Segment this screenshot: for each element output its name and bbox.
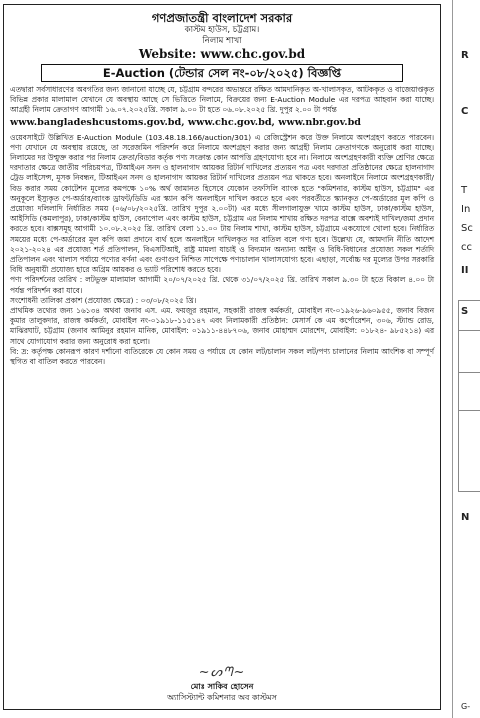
amendment-date: সংশোধনী তালিকা প্রকাশ (প্রযোজ্য ক্ষেত্রে) : ০৩/০৮/২০২৫ খ্রি। [10,295,197,305]
side-text: G- [461,702,471,711]
side-text: S [461,306,469,317]
side-table [458,300,480,492]
side-text: Sc [461,223,473,234]
side-text: T [461,185,468,196]
auction-notice [3,4,441,710]
side-text: C [461,106,469,117]
side-text: II [461,265,469,276]
signatory-title: অ্যাসিস্ট্যান্ট কমিশনার অব কাস্টমস [167,693,277,702]
section-name: নিলাম শাখা [202,36,242,46]
note-paragraph: বি: দ্র: কর্তৃপক্ষ কোনরূপ কারণ দর্শানো ব্যতিরেকে যে কোন সময় ও পর্যায়ে যে কোন লট/চালান সকল লট/পণ্য চালানের নিলাম আংশিক বা সম্পূর্ণ স্থগিত বা বাতিল করতে পারবেন। [10,346,434,367]
side-text: cc [461,242,472,253]
side-text: R [461,50,469,61]
adjacent-page-fragment [452,0,480,718]
side-divider [458,330,480,331]
notice-banner: E-Auction (টেন্ডার সেল নং-০৮/২০২৫) বিজ্ঞপ্তি [41,64,403,82]
contact-paragraph: প্রাথমিক তথ্যের জন্য ১৬১৩৪ অথবা জনাব এস. এম. ফয়জুর রহমান, সহকারী রাজস্ব কর্মকর্তা, মোবাইল নং-০১৯২৬-৯৬০৯৫৫, জনাব বিজন কুমার তালুকদার, রাজস্ব কর্মকর্তা, মোবাইল নং-০১৯১৮-১১৫১৪৭ এবং নিলামকারী প্রতিষ্ঠান: মেসার্স কে এম কর্পোরেশন, ৩০৬, স্ট্যান্ড রোড, মাঝিরঘাট, চট্টগ্রাম (জনাব আমিনুর রহমান মানিক, মোবাইল: ০১৯১১-৪৪৮৭০৬, জনাব মোহাম্মদ মোরশেদ, মোবাইল: ০১৮২৪- ৯৮৫২১৪) এর সাথে যোগাযোগ করার জন্য অনুরোধ করা হলো। [10,306,434,346]
side-text: N [461,512,470,523]
signature-block [4,665,440,703]
intro-paragraph: এতদ্বারা সর্বসাধারণের অবগতির জন্য জানানো যাচ্ছে যে, চট্টগ্রাম বন্দরের অভ্যন্তরে রক্ষিত আমদানিকৃত অ-খালাসকৃত, আটককৃত ও বাজেয়াপ্তকৃত বিভিন্ন প্রকার মালামাল যেখানে যে অবস্থায় আছে সে ভিত্তিতে নিলামে, বিক্রয়ের জন্য E-Auction Module এর দরপত্র আহবান করা যাচ্ছে। আগ্রহী নিলাম ক্রেতাগণ আগামী ১৬.০৭.২০২৫খ্রি. সকাল ৯.০০ টা হতে ০৬.০৮.২০২৫ খ্রি. দুপুর ২.০০ টা পর্যন্ত [10,85,434,115]
govt-title: গণপ্রজাতন্ত্রী বাংলাদেশ সরকার [151,11,293,25]
website-links: www.bangladeshcustoms.gov.bd, www.chc.gov.bd, www.nbr.gov.bd [10,116,362,128]
website-line: Website: www.chc.gov.bd [138,47,306,61]
signature-mark: ~ᔕᘉ~ [198,665,246,680]
side-divider [458,410,480,411]
side-divider [458,372,480,373]
signatory-name: মোঃ সাকিব হোসেন [190,682,254,691]
side-text: In [461,204,471,215]
office-name: কাস্টম হাউস, চট্টগ্রাম। [184,25,260,35]
terms-paragraph: ওয়েবসাইটে উল্লিখিত E-Auction Module (103.48.18.166/auction/301) এ রেজিস্ট্রেশন করে উক্ত নিলামে অংশগ্রহণ করতে পারবেন। পণ্য যেখানে যে অবস্থায় রয়েছে, তা সরেজমিন পরিদর্শন করে নিলামে অংশগ্রহণ করার জন্য আগ্রহী নিলাম ক্রেতাগণকে অনুরোধ করা যাচ্ছে। নিলামের দর উন্মুক্ত করার পর নিলাম ক্রেতা/বিডার কর্তৃক পণ্য সংক্রান্ত কোন আপত্তি গ্রহণযোগ্য হবে না। নিলামে অংশগ্রহণকারী ব্যক্তি শ্রেণির ক্ষেত্রে দরদাতার ক্ষেত্রে জাতীয় পরিচয়পত্র, টিআইএন সনদ ও হালনাগাদ আয়কর রিটার্ন দাখিলের প্রত্যয়ন পত্র এবং দরদাতা প্রতিষ্ঠানের ক্ষেত্রে হালনাগাদ ট্রেড লাইসেন্স, মূসক নিবন্ধন, টিআইএন সনদ ও হালনাগাদ আয়কর রিটার্ন দাখিলের প্রত্যয়ন পত্র থাকতে হবে। অনলাইনে নিলামে অংশগ্রহণকারী/বিড করার সময় কোটেশন মূল্যের কমপক্ষে ১০% অর্থ জামানত হিসেবে যেকোন তফসিলি ব্যাংক হতে "কমিশনার, কাস্টম হাউস, চট্টগ্রাম" এর অনুকূলে ইস্যুকৃত পে-অর্ডার/ব্যাংক ড্রাফট/ডিডি এর স্ক্যান কপি অনলাইনে দাখিল করতে হবে এবং পরবর্তীতে স্ক্যানকৃত পে-অর্ডারের মূল কপি ও প্রয়োজ্য দলিলাদি নির্ধারিত সময় (০৬/০৮/২০২৫খ্রি. তারিখ দুপুর ২.০০টা) এর মধ্যে সীলগালাযুক্ত খামে কাস্টম হাউস, ঢাকা/কাস্টম হাউস, আইসিডি (কমলাপুর), ঢাকা/কাস্টম হাউস, বেনাপোল এবং কাস্টম হাউস, চট্টগ্রাম এর নিলাম শাখায় রক্ষিত দরপত্র বাক্সে অবশ্যই দাখিল/জমা প্রদান করতে হবে। বাক্সসমূহ আগামী ১০.০৮.২০২৫ খ্রি. তারিখ বেলা ১১.০০ টায় নিলাম শাখা, কাস্টম হাউস, চট্টগ্রামে একযোগে খোলা হবে। নির্ধারিত সময়ের মধ্যে পে-অর্ডারের মূল কপি জমা প্রদানে ব্যর্থ হলে অনলাইনে দাখিলকৃত দর বাতিল বলে গণ্য হবে। উল্লেখ্য যে, আমদানি নীতি আদেশ ২০২১-২০২৪ এর প্রযোজ্য শর্ত প্রতিপালন, বিএসটিআই, রাষ্ট্র মামলা যাচাই ও বিদ্যমান অন্যান্য আইন ও বিধি-বিধানের প্রযোজ্য সকল শর্তাদি প্রতিপালন এবং খালাস পর্যায়ে পণ্যের বর্ণনা এবং গুণাগুণ নিশ্চিত সাপেক্ষে পণ্যচালান খালাসযোগ্য হবে। এছাড়া, সর্বোচ্চ দর মূল্যের উপর সরকারি বিধি অনুযায়ী প্রযোজ্য হারে অগ্রিম আয়কর ও ভ্যাট পরিশোধ করতে হবে। [10,132,434,275]
inspection-date: পণ্য পরিদর্শনের তারিখ : লটভুক্ত মালামাল আগামী ২০/০৭/২০২৫ খ্রি. থেকে ৩১/০৭/২০২৫ খ্রি. তারিখ সকাল ৯.৩০ টা হতে বিকাল ৪.০০ টা পর্যন্ত পরিদর্শন করা যাবে। [10,275,434,295]
